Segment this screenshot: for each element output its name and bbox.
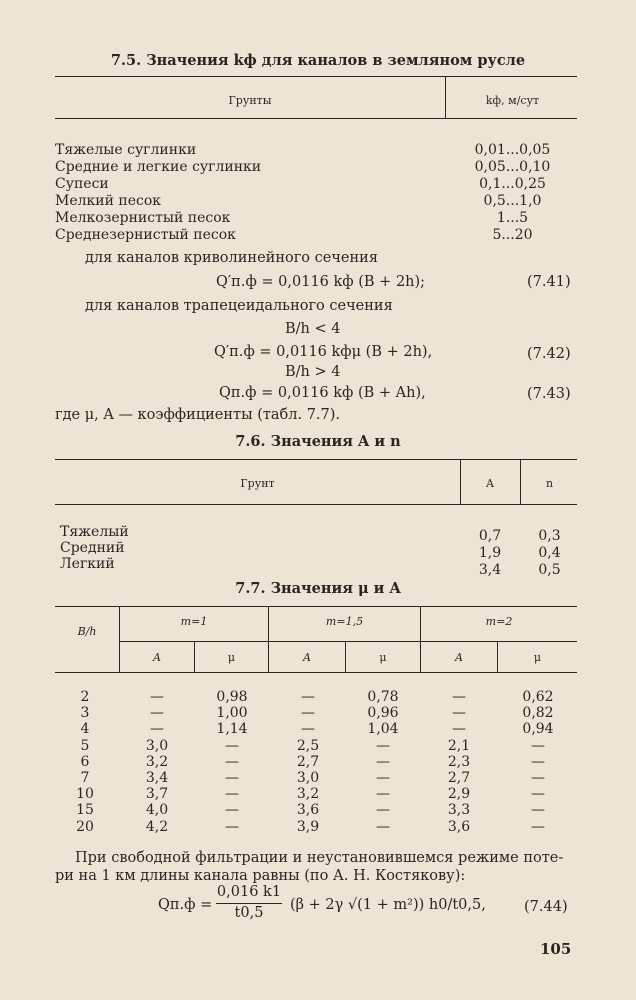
table-cell: 3,4 <box>145 770 169 786</box>
table-cell: 0,62 <box>522 689 554 705</box>
table-cell: 0,5 <box>538 562 561 578</box>
table-cell: 1,00 <box>216 705 248 722</box>
table-cell: — <box>225 818 239 835</box>
table-row: 2 <box>80 689 90 705</box>
condition-bh-less-4: B/h < 4 <box>285 321 341 337</box>
table-7-7-header-bh: B/h <box>77 625 97 638</box>
table-row: Тяжелые суглинки <box>55 142 197 158</box>
table-cell: — <box>531 786 545 803</box>
table-cell: — <box>301 705 315 722</box>
table-row: 4 <box>80 721 90 738</box>
text-free-filtration-line1: При свободной фильтрации и неустановившемся режиме поте- <box>75 850 564 866</box>
table-cell: 0,7 <box>478 528 502 544</box>
table-cell: — <box>376 786 390 803</box>
table-7-7-group-rule <box>120 641 577 642</box>
table-7-7-group-m15: m=1,5 <box>325 615 364 628</box>
table-cell: 4,0 <box>145 802 169 819</box>
table-cell: — <box>376 753 390 770</box>
table-7-5-header-kf: kф, м/сут <box>485 94 540 107</box>
table-cell: — <box>531 802 545 819</box>
table-7-7-sub-divider-3 <box>497 642 498 672</box>
table-7-7-sub-mu-3: μ <box>533 651 542 664</box>
table-cell: 3,3 <box>447 802 471 819</box>
table-cell: 0,01...0,05 <box>474 142 551 158</box>
table-row: Средний <box>60 540 125 556</box>
table-row: 3 <box>80 705 90 722</box>
equation-number-7-42: (7.42) <box>527 346 571 362</box>
table-7-6-col-divider-2 <box>520 460 521 504</box>
text-coefficients-note: где μ, A — коэффициенты (табл. 7.7). <box>55 407 341 423</box>
table-7-6-header-rule <box>55 504 577 505</box>
table-row: 15 <box>76 802 94 819</box>
equation-7-44-denominator: t0,5 <box>234 905 264 921</box>
table-row: 6 <box>80 753 90 770</box>
table-7-5-top-rule <box>55 76 577 77</box>
table-cell: 3,6 <box>296 802 320 819</box>
table-cell: 4,2 <box>145 818 169 835</box>
table-cell: — <box>452 689 466 705</box>
table-row: Легкий <box>60 556 115 572</box>
table-cell: 1,9 <box>478 545 502 561</box>
table-cell: — <box>376 737 390 754</box>
table-cell: — <box>531 737 545 754</box>
table-7-7-sub-mu-2: μ <box>379 651 387 664</box>
text-free-filtration-line2: ри на 1 км длины канала равны (по А. Н. Костякову): <box>55 868 466 884</box>
table-row: Тяжелый <box>60 524 129 540</box>
table-cell: 0,1...0,25 <box>479 176 546 192</box>
equation-7-41: Q′п.ф = 0,0116 kф (B + 2h); <box>216 274 426 290</box>
table-7-5-col-divider <box>445 77 446 118</box>
table-cell: 1...5 <box>496 210 529 226</box>
page-number: 105 <box>540 940 572 958</box>
table-cell: 3,7 <box>145 786 169 803</box>
table-row: 10 <box>76 786 94 803</box>
table-cell: — <box>225 786 239 803</box>
table-7-6-col-divider-1 <box>460 460 461 504</box>
condition-bh-greater-4: B/h > 4 <box>285 364 341 380</box>
table-cell: — <box>225 737 239 754</box>
table-cell: — <box>452 705 466 722</box>
table-cell: 0,5...1,0 <box>483 193 542 209</box>
table-cell: 2,5 <box>296 737 320 754</box>
table-cell: 0,05...0,10 <box>474 159 551 175</box>
table-cell: 0,98 <box>216 689 248 705</box>
table-7-7-sub-a-1: A <box>153 651 161 664</box>
table-7-6-header-a: A <box>486 477 494 490</box>
table-cell: 0,3 <box>538 528 561 544</box>
equation-7-44-rest: (β + 2γ √(1 + m²)) h0/t0,5, <box>290 897 486 913</box>
table-cell: — <box>531 770 545 786</box>
table-row: 20 <box>76 818 94 835</box>
table-cell: — <box>301 689 315 705</box>
equation-7-43: Qп.ф = 0,0116 kф (B + Ah), <box>219 385 426 401</box>
equation-number-7-41: (7.41) <box>527 274 571 290</box>
table-cell: 3,4 <box>478 562 502 578</box>
table-7-6-header-soil: Грунт <box>240 477 275 490</box>
equation-7-44-lhs: Qп.ф = <box>158 897 213 913</box>
table-7-7-sub-divider-2 <box>345 642 346 672</box>
table-cell: — <box>376 802 390 819</box>
table-7-6-top-rule <box>55 459 577 460</box>
table-7-7-header-rule <box>55 672 577 673</box>
table-7-7-caption: 7.7. Значения μ и A <box>235 580 401 597</box>
table-7-5-caption: 7.5. Значения kф для каналов в земляном русле <box>110 52 526 69</box>
table-cell: 3,9 <box>296 818 320 835</box>
text-trapezoidal-section: для каналов трапецеидального сечения <box>85 298 393 314</box>
table-cell: 3,6 <box>447 818 471 835</box>
table-row: 5 <box>80 737 90 754</box>
table-cell: 2,9 <box>447 786 471 803</box>
table-cell: 3,2 <box>296 786 320 803</box>
table-cell: 3,2 <box>145 753 169 770</box>
equation-number-7-44: (7.44) <box>524 899 568 915</box>
table-cell: 2,7 <box>296 753 320 770</box>
table-row: Мелкозернистый песок <box>55 210 231 226</box>
table-cell: 5...20 <box>492 227 533 243</box>
text-curvilinear-section: для каналов криволинейного сечения <box>85 250 378 266</box>
equation-7-44-numerator: 0,016 k1 <box>216 884 282 900</box>
table-7-7-sub-mu-1: μ <box>227 651 236 664</box>
table-cell: 0,82 <box>522 705 554 722</box>
table-cell: — <box>150 705 164 722</box>
table-cell: — <box>531 753 545 770</box>
table-cell: — <box>225 802 239 819</box>
table-7-7-sub-a-3: A <box>455 651 463 664</box>
table-7-7-group-m2: m=2 <box>485 615 513 628</box>
table-cell: — <box>225 770 239 786</box>
equation-number-7-43: (7.43) <box>527 386 571 402</box>
table-cell: — <box>150 721 164 738</box>
table-cell: 1,14 <box>216 721 248 738</box>
table-7-7-sub-divider-1 <box>194 642 195 672</box>
table-row: Средние и легкие суглинки <box>55 159 262 175</box>
table-cell: 2,3 <box>447 753 471 770</box>
table-cell: — <box>531 818 545 835</box>
table-cell: — <box>376 818 390 835</box>
table-cell: — <box>150 689 164 705</box>
table-row: Среднезернистый песок <box>55 227 236 243</box>
table-cell: 3,0 <box>296 770 320 786</box>
table-cell: 0,78 <box>367 689 399 705</box>
table-cell: — <box>301 721 315 738</box>
table-row: 7 <box>80 770 90 786</box>
equation-7-42: Q′п.ф = 0,0116 kфμ (B + 2h), <box>214 344 433 360</box>
table-row: Мелкий песок <box>55 193 162 209</box>
table-7-5-header-rule <box>55 118 577 119</box>
table-7-5-header-soil: Грунты <box>228 94 272 107</box>
table-cell: 0,96 <box>367 705 399 722</box>
table-cell: — <box>452 721 466 738</box>
equation-7-44-fraction-bar <box>216 903 282 904</box>
table-7-6-header-n: n <box>545 477 554 490</box>
table-row: Супеси <box>55 176 109 192</box>
table-cell: 2,1 <box>447 737 471 754</box>
table-7-7-group-m1: m=1 <box>180 615 208 628</box>
table-7-7-top-rule <box>55 606 577 607</box>
table-cell: 3,0 <box>145 737 169 754</box>
table-cell: — <box>225 753 239 770</box>
table-7-6-caption: 7.6. Значения A и n <box>235 433 401 450</box>
table-cell: 2,7 <box>447 770 471 786</box>
table-cell: 1,04 <box>367 721 399 738</box>
table-cell: 0,94 <box>522 721 554 738</box>
table-cell: 0,4 <box>538 545 561 561</box>
table-cell: — <box>376 770 390 786</box>
table-7-7-sub-a-2: A <box>303 651 311 664</box>
